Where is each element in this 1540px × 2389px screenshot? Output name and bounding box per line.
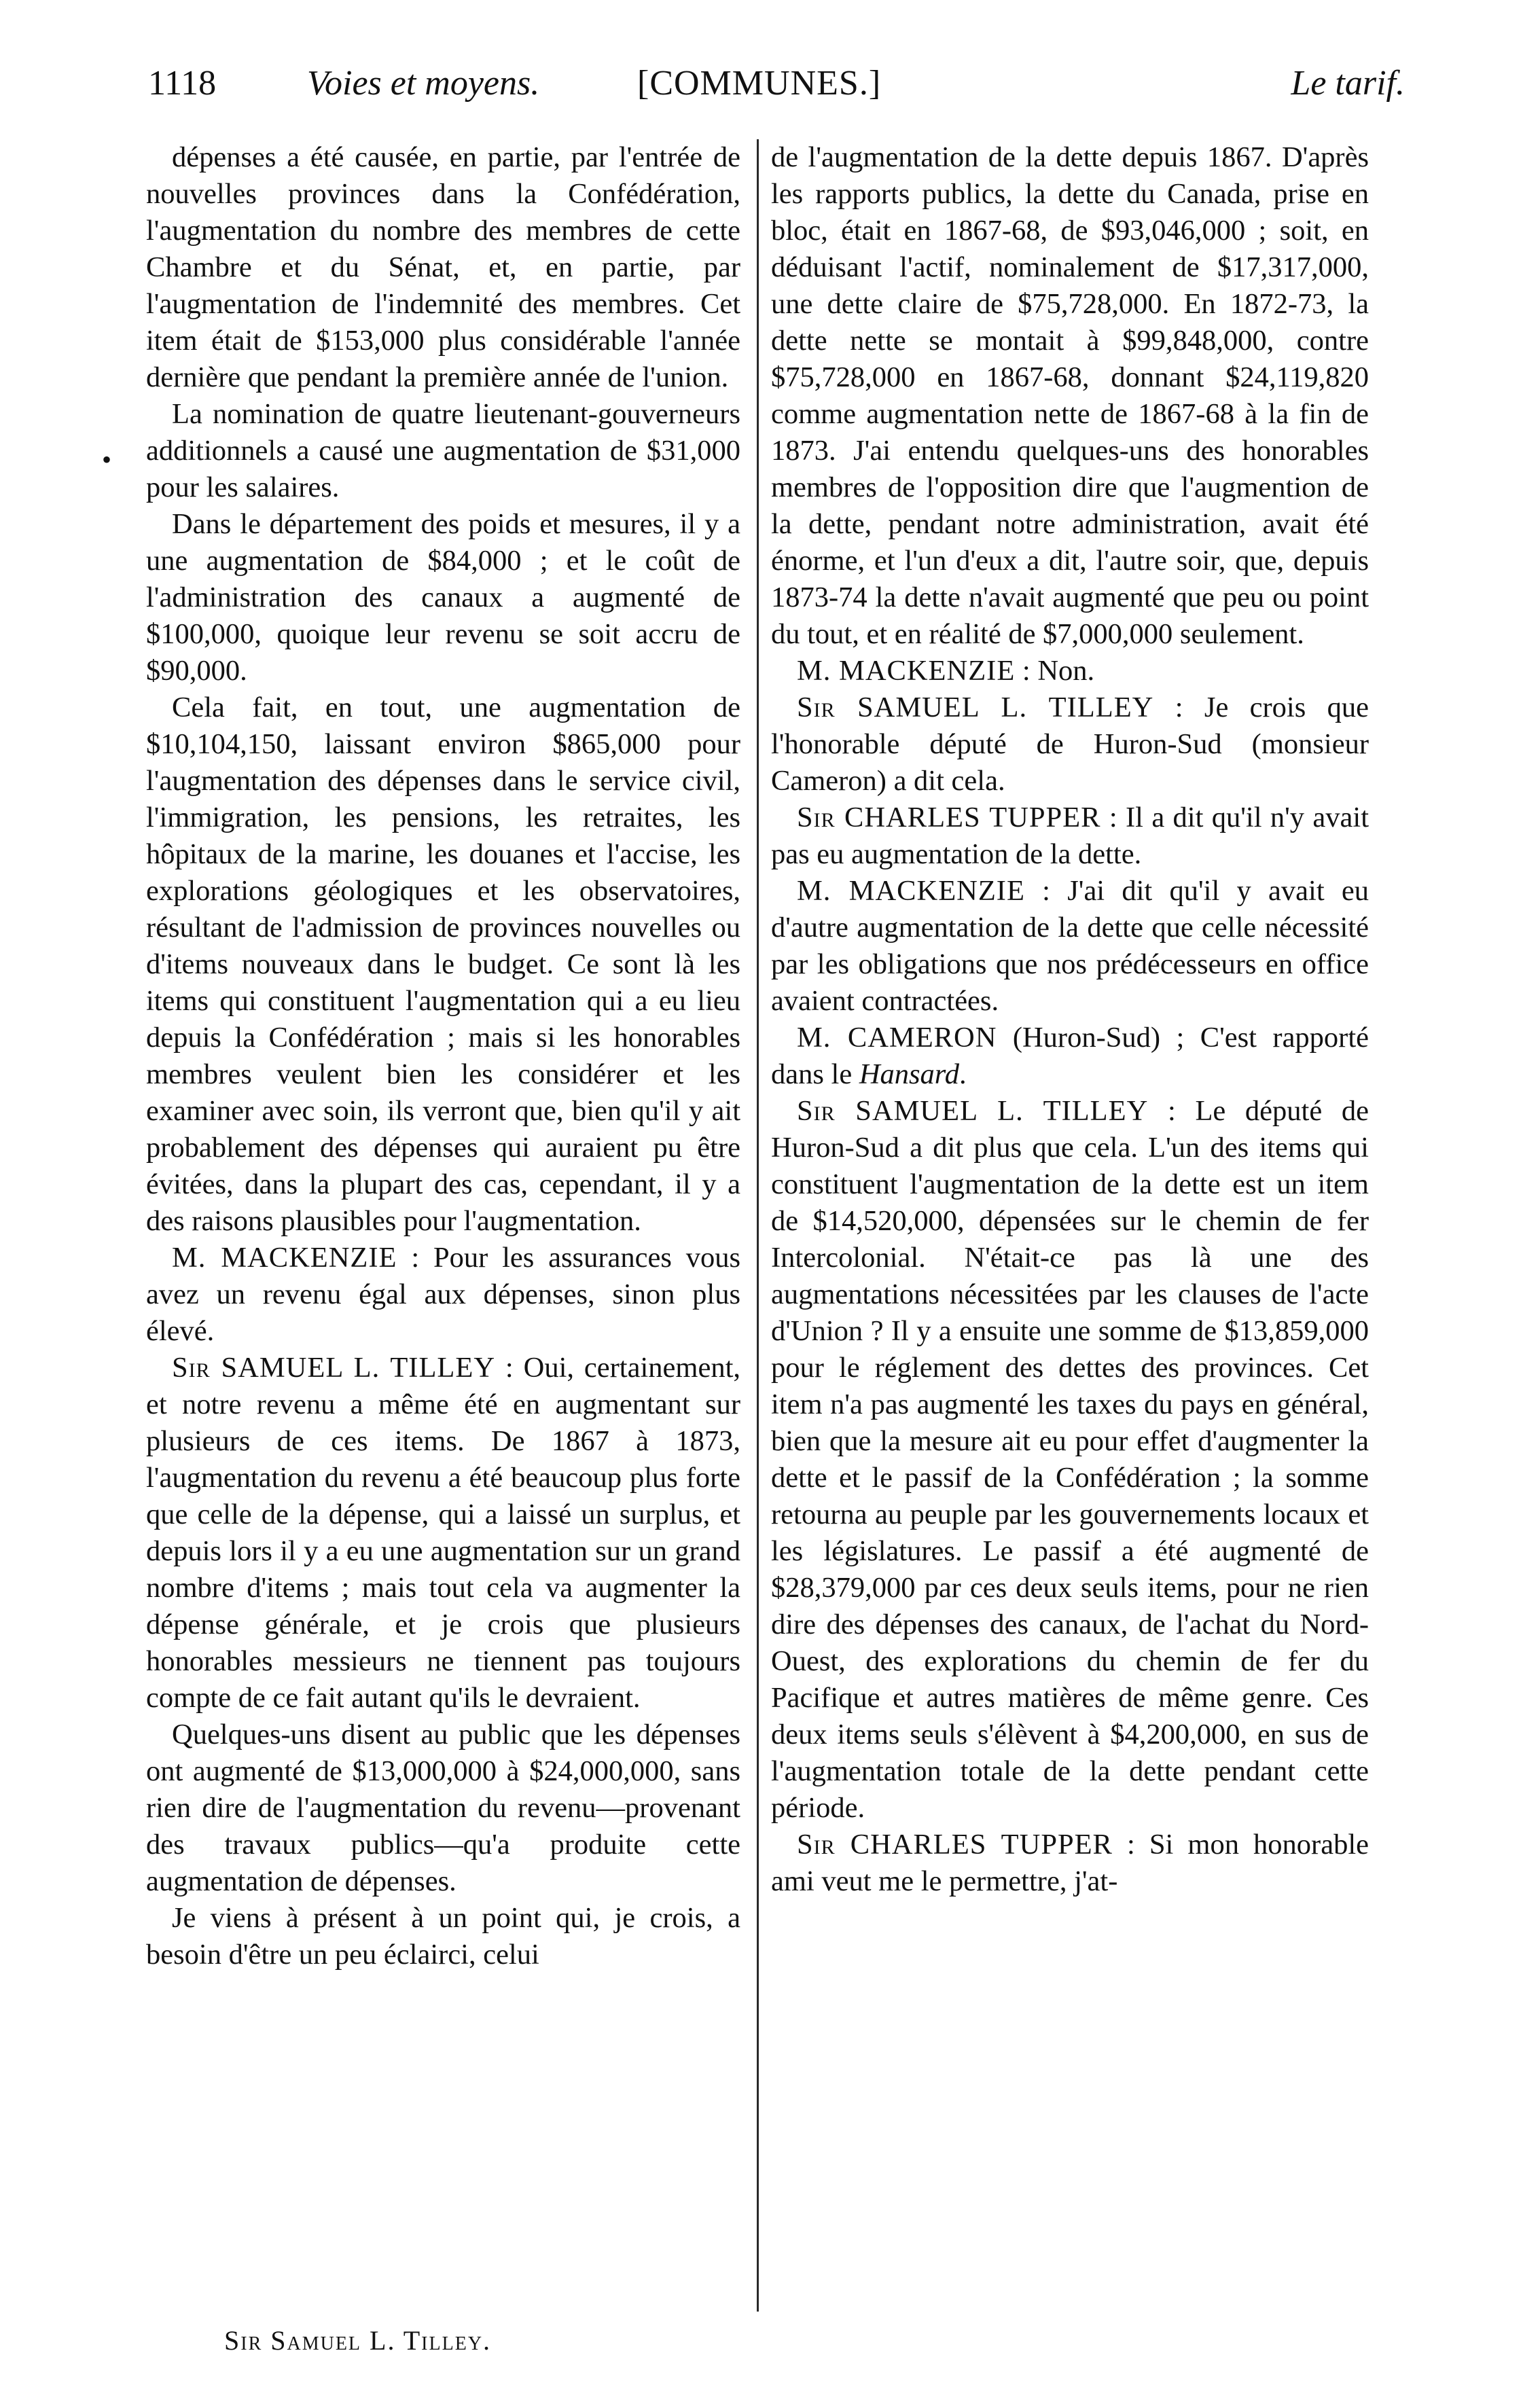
speech-paragraph (771, 689, 1369, 800)
speaker-separator: : (1153, 691, 1204, 723)
speech-paragraph (146, 1350, 740, 1717)
paragraph: dépenses a été causée, en partie, par l'entrée de nouvelles provinces dans la Confédération, l'augmentation du nombre des membres de cette Chambre et du Sénat, et, en partie, par l'augmentation de l'indemnité des membres. Cet item était de $153,000 plus considérable l'année dernière que pendant la première année de l'union. (146, 141, 740, 393)
speech-paragraph (771, 1093, 1369, 1827)
publication-title: Hansard (859, 1058, 960, 1090)
speech-paragraph (771, 653, 1369, 689)
page-number: 1118 (148, 64, 217, 103)
speech-paragraph (771, 1827, 1369, 1900)
speaker-separator: : (1112, 1829, 1149, 1861)
speaker-name: M. MACKENZIE (172, 1242, 397, 1274)
paragraph: Je viens à présent à un point qui, je crois, a besoin d'être un peu éclairci, celui (146, 1902, 740, 1971)
speaker-separator: (Huron-Sud) ; (997, 1022, 1200, 1054)
speech-paragraph (771, 800, 1369, 873)
speech-paragraph (146, 1240, 740, 1350)
paragraph: Quelques-uns disent au public que les dépenses ont augmenté de $13,000,000 à $24,000,000, sans rien dire de l'augmentation du revenu—provenant des travaux publics—qu'a produite cette augmentation de dépenses. (146, 1719, 740, 1897)
speech-text: Il a dit qu'il n'y avait pas eu augmentation de la dette. (771, 802, 1369, 870)
paragraph: Cela fait, en tout, une augmentation de $10,104,150, laissant environ $865,000 pour l'augmentation des dépenses dans le service civil, l'immigration, les pensions, les retraites, les hôpitaux de la marine, les douanes et l'accise, les explorations géologiques et les observatoires, résultant de l'admission de provinces nouvelles ou d'items nouveaux dans le budget. Ce sont là les items qui constituent l'augmentation qui a eu lieu depuis la Confédération ; mais si les honorables membres veulent bien les considérer et les examiner avec soin, ils verront que, bien qu'il y ait probablement des dépenses qui auraient pu être évitées, dans la plupart des cas, cependant, il y a des raisons plausibles pour l'augmentation. (146, 691, 740, 1237)
speaker-name: Sir CHARLES TUPPER (797, 802, 1101, 833)
speaker-separator: : (1024, 875, 1068, 907)
speaker-name: M. CAMERON (797, 1022, 997, 1054)
header-center-title: [COMMUNES.] (637, 64, 882, 103)
speech-text: Si mon honorable ami veut me le permettre, j'at- (771, 1829, 1369, 1897)
page-header (148, 53, 1405, 114)
speech-text: Oui, certainement, et notre revenu a même été en augmentant sur plusieurs de ces items. De 1867 à 1873, l'augmentation du revenu a été beaucoup plus forte que celle de la dépense, qui a laissé un surplus, et depuis lors il y a eu une augmentation sur un grand nombre d'items ; mais tout cela va augmenter la dépense générale, et je crois que plusieurs honorables messieurs ne tiennent pas toujours compte de ce fait autant qu'ils le devraient. (146, 1352, 740, 1714)
paragraph: La nomination de quatre lieutenant-gouverneurs additionnels a causé une augmentation de $31,000 pour les salaires. (146, 398, 740, 503)
header-left-title: Voies et moyens. (307, 64, 540, 103)
header-right-title: Le tarif. (1291, 64, 1405, 103)
speech-paragraph (771, 1020, 1369, 1093)
speaker-name: M. MACKENZIE (797, 655, 1016, 687)
speech-text: Je crois que l'honorable député de Huron-Sud (monsieur Cameron) a dit cela. (771, 691, 1369, 797)
speaker-name: Sir SAMUEL L. TILLEY (797, 691, 1154, 723)
speech-text: Non. (1037, 655, 1095, 687)
speaker-name: M. MACKENZIE (797, 875, 1025, 907)
paragraph: de l'augmentation de la dette depuis 1867. D'après les rapports publics, la dette du Canada, prise en bloc, était en 1867-68, de $93,046,000 ; soit, en déduisant l'actif, nominalement de $17,317,000, une dette claire de $75,728,000. En 1872-73, la dette nette se montait à $99,848,000, contre $75,728,000 en 1867-68, donnant $24,119,820 comme augmentation nette de 1867-68 à la fin de 1873. J'ai entendu quelques-uns des honorables membres de l'opposition dire que l'augmention de la dette, pendant notre administration, avait été énorme, et l'un d'eux a dit, l'autre soir, que, depuis 1873-74 la dette n'avait augmenté que peu ou point du tout, et en réalité de $7,000,000 seulement. (771, 141, 1369, 650)
speaker-name: Sir SAMUEL L. TILLEY (797, 1095, 1149, 1127)
speaker-separator: : (1148, 1095, 1196, 1127)
right-column (771, 139, 1369, 1900)
speaker-separator: : (1100, 802, 1126, 833)
catchword-speaker: Sir Samuel L. Tilley. (224, 2325, 492, 2356)
paragraph: Dans le département des poids et mesures, il y a une augmentation de $84,000 ; et le coût de l'administration des canaux a augmenté de $100,000, quoique leur revenu se soit accru de $90,000. (146, 508, 740, 687)
speech-tail: . (959, 1058, 967, 1090)
speech-text: Pour les assurances vous avez un revenu égal aux dépenses, sinon plus élevé. (146, 1242, 740, 1347)
margin-mark: • (102, 444, 112, 475)
speaker-name: Sir SAMUEL L. TILLEY (172, 1352, 496, 1384)
column-divider (757, 139, 759, 2312)
speaker-separator: : (1015, 655, 1038, 687)
speech-text: J'ai dit qu'il y avait eu d'autre augmentation de la dette que celle nécessité par les obligations que nos prédécesseurs en office avaient contractées. (771, 875, 1369, 1017)
speaker-separator: : (397, 1242, 433, 1274)
speaker-separator: : (495, 1352, 524, 1384)
speech-paragraph (771, 873, 1369, 1020)
speaker-name: Sir CHARLES TUPPER (797, 1829, 1113, 1861)
speech-text: C'est rapporté dans le (771, 1022, 1369, 1090)
speech-text: Le député de Huron-Sud a dit plus que cela. L'un des items qui constituent l'augmentation de la dette est un item de $14,520,000, dépensées sur le chemin de fer Intercolonial. N'était-ce pas là une des augmentations nécessitées par les clauses de l'acte d'Union ? Il y a ensuite une somme de $13,859,000 pour le réglement des dettes des provinces. Cet item n'a pas augmenté les taxes du pays en général, bien que la mesure ait eu pour effet d'augmenter la dette et le passif de la Confédération ; la somme retourna au peuple par les gouvernements locaux et les législatures. Le passif a été augmenté de $28,379,000 par ces deux seuls items, pour ne rien dire des dépenses des canaux, de l'achat du Nord-Ouest, des explorations du chemin de fer du Pacifique et autres matières de même genre. Ces deux items seuls s'élèvent à $4,200,000, en sus de l'augmentation totale de la dette pendant cette période. (771, 1095, 1369, 1824)
left-column (146, 139, 740, 1973)
